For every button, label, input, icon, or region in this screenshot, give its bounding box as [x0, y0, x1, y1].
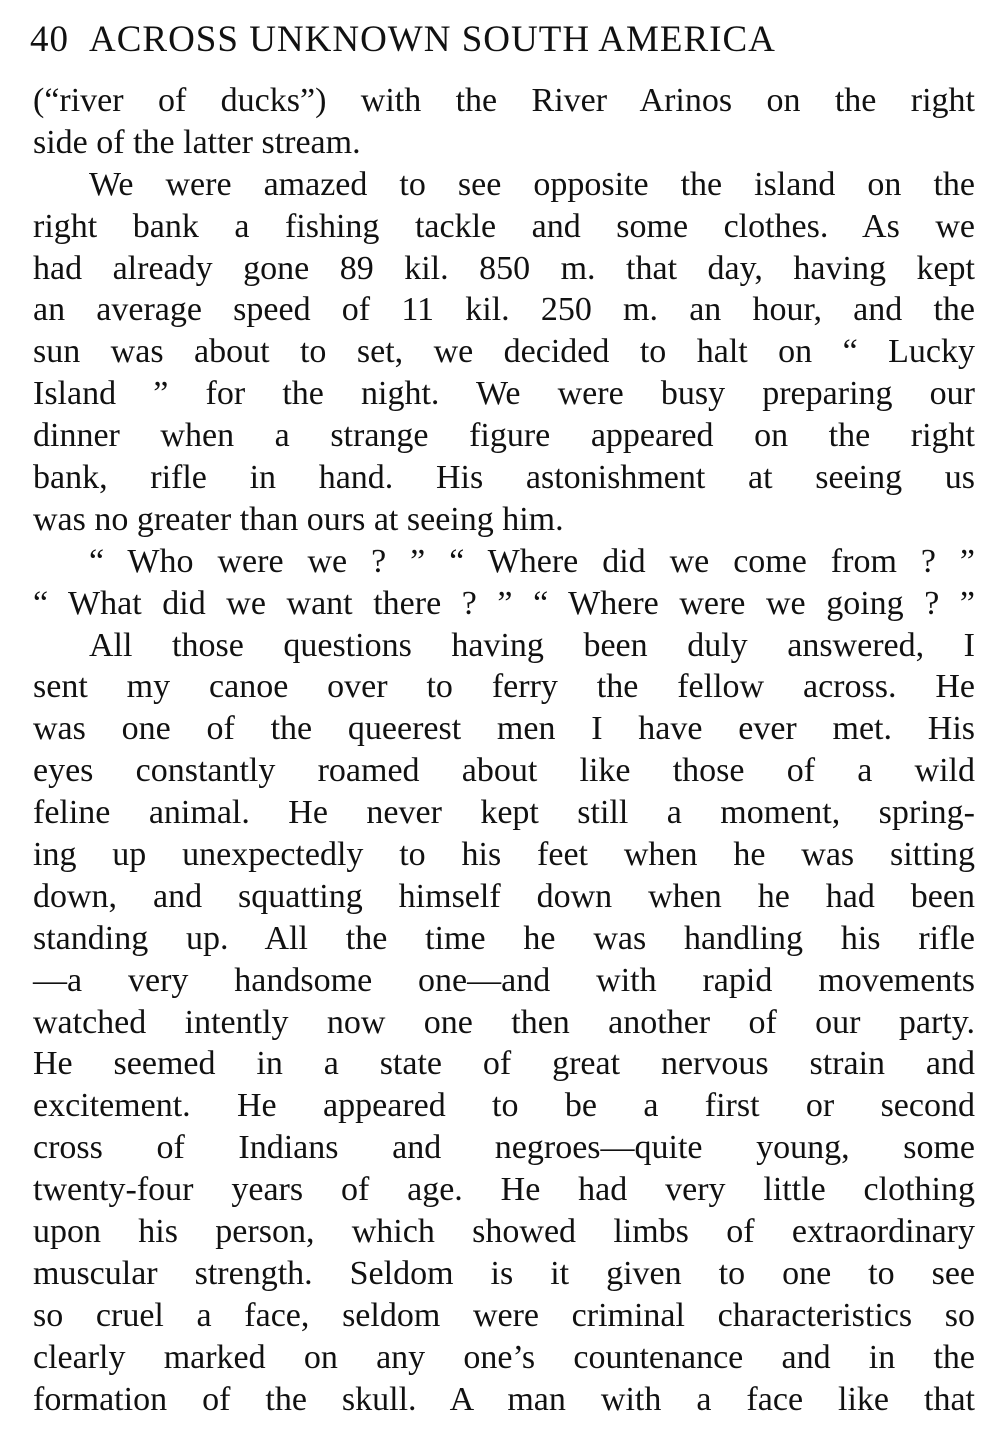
- text-line: was no greater than ours at seeing him.: [33, 500, 564, 538]
- text-line: an average speed of 11 kil. 250 m. an hour, and the: [33, 291, 975, 329]
- text-line: clearly marked on any one’s countenance and in the: [33, 1338, 975, 1376]
- text-line: twenty-four years of age. He had very little clothing: [33, 1171, 975, 1209]
- text-line: “ What did we want there ? ” “ Where were we going ? ”: [33, 584, 975, 622]
- text-line: dinner when a strange figure appeared on the right: [33, 417, 975, 455]
- page-number: 40: [30, 19, 69, 60]
- text-line: upon his person, which showed limbs of extraordinary: [33, 1213, 975, 1251]
- running-head: [30, 14, 980, 66]
- text-line: Island ” for the night. We were busy preparing our: [33, 375, 975, 413]
- body-text: [33, 80, 975, 1421]
- text-line: He seemed in a state of great nervous strain and: [33, 1045, 975, 1083]
- text-line: We were amazed to see opposite the island on the: [89, 165, 975, 203]
- text-line: ing up unexpectedly to his feet when he was sitting: [33, 836, 975, 874]
- text-line: sent my canoe over to ferry the fellow across. He: [33, 668, 975, 706]
- text-line: feline animal. He never kept still a moment, spring-: [33, 794, 975, 832]
- text-line: down, and squatting himself down when he had been: [33, 877, 975, 915]
- text-line: bank, rifle in hand. His astonishment at seeing us: [33, 459, 975, 497]
- text-line: —a very handsome one—and with rapid movements: [33, 961, 975, 999]
- text-line: sun was about to set, we decided to halt on “ Lucky: [33, 333, 975, 371]
- text-line: cross of Indians and negroes—quite young, some: [33, 1129, 975, 1167]
- text-line: excitement. He appeared to be a first or second: [33, 1087, 975, 1125]
- text-line: was one of the queerest men I have ever met. His: [33, 710, 975, 748]
- text-line: right bank a fishing tackle and some clothes. As we: [33, 207, 975, 245]
- text-line: formation of the skull. A man with a face like that: [33, 1380, 975, 1418]
- text-line: “ Who were we ? ” “ Where did we come from ? ”: [89, 542, 975, 580]
- text-line: standing up. All the time he was handling his rifle: [33, 919, 975, 957]
- text-line: All those questions having been duly answered, I: [89, 626, 975, 664]
- text-line: eyes constantly roamed about like those of a wild: [33, 752, 975, 790]
- text-line: muscular strength. Seldom is it given to one to see: [33, 1254, 975, 1292]
- text-line: (“river of ducks”) with the River Arinos on the right: [33, 82, 975, 119]
- text-line: so cruel a face, seldom were criminal characteristics so: [33, 1296, 975, 1334]
- running-title: ACROSS UNKNOWN SOUTH AMERICA: [89, 19, 776, 60]
- text-line: side of the latter stream.: [33, 123, 361, 161]
- text-line: watched intently now one then another of our party.: [33, 1003, 975, 1041]
- text-line: had already gone 89 kil. 850 m. that day, having kept: [33, 249, 975, 287]
